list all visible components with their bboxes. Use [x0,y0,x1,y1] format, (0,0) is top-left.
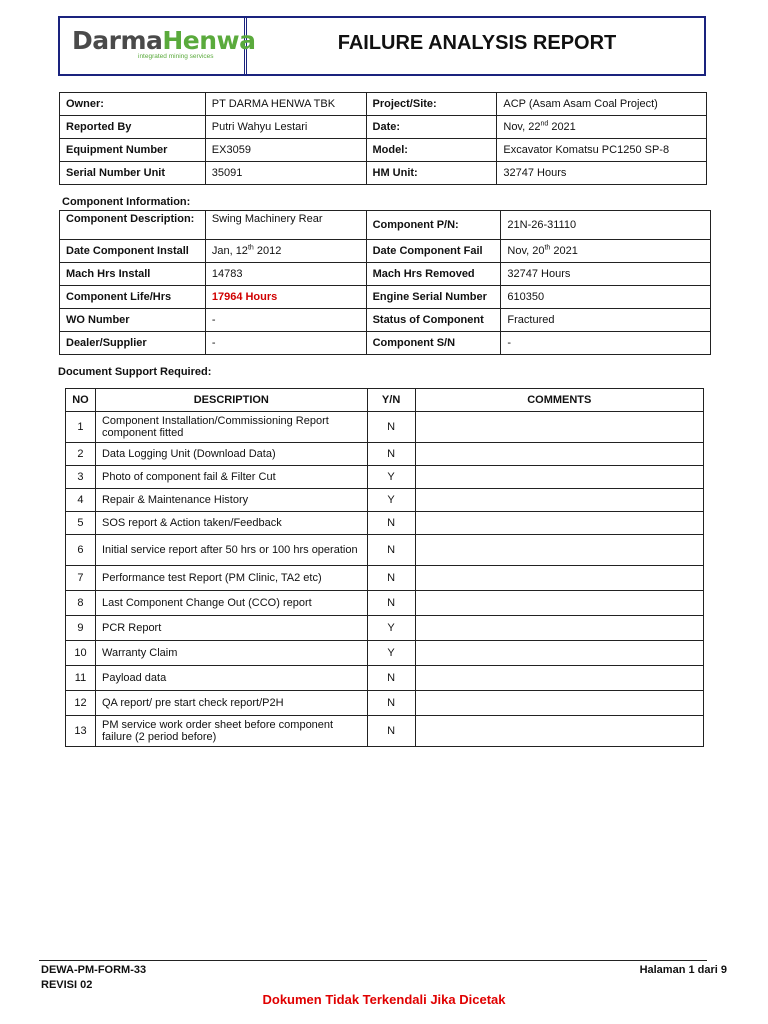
doc-row-number: 11 [66,666,96,691]
hm-unit-value: 32747 Hours [497,162,707,185]
table-row [66,466,704,489]
report-title: FAILURE ANALYSIS REPORT [337,32,617,54]
doc-row-description: QA report/ pre start check report/P2H [95,691,367,716]
table-row [66,616,704,641]
doc-row-number: 1 [66,412,96,443]
table-row [60,93,707,116]
doc-row-yn: N [367,716,415,747]
model-value: Excavator Komatsu PC1250 SP-8 [497,139,707,162]
mach-hrs-removed-label: Mach Hrs Removed [366,263,501,286]
date-install-value: Jan, 12th 2012 [205,240,366,263]
doc-row-description: Last Component Change Out (CCO) report [95,591,367,616]
doc-row-number: 5 [66,512,96,535]
company-logo [60,18,256,74]
page-number: Halaman 1 dari 9 [639,964,727,976]
form-code: DEWA-PM-FORM-33 [41,964,147,976]
owner-label: Owner: [60,93,206,116]
doc-row-description: Photo of component fail & Filter Cut [95,466,367,489]
doc-row-description: Data Logging Unit (Download Data) [95,443,367,466]
doc-row-description: SOS report & Action taken/Feedback [95,512,367,535]
doc-row-comments [415,566,703,591]
logo-wordmark: DarmaHenwa [72,26,256,55]
doc-row-yn: N [367,691,415,716]
table-row [66,591,704,616]
component-description-label: Component Description: [60,211,206,240]
doc-row-number: 6 [66,535,96,566]
table-row [60,162,707,185]
column-header-comments: COMMENTS [415,389,703,412]
doc-row-number: 8 [66,591,96,616]
doc-row-yn: N [367,412,415,443]
footer-divider [39,960,707,961]
doc-row-description: Performance test Report (PM Clinic, TA2 etc) [95,566,367,591]
date-label: Date: [366,116,497,139]
date-value: Nov, 22nd 2021 [497,116,707,139]
engine-serial-label: Engine Serial Number [366,286,501,309]
equipment-number-label: Equipment Number [60,139,206,162]
doc-row-description: PCR Report [95,616,367,641]
table-row [66,535,704,566]
doc-row-number: 12 [66,691,96,716]
doc-row-description: Initial service report after 50 hrs or 100 hrs operation [95,535,367,566]
doc-row-description: PM service work order sheet before component failure (2 period before) [95,716,367,747]
component-info-table [59,210,711,355]
table-row [60,309,711,332]
table-row [60,332,711,355]
component-life-value: 17964 Hours [205,286,366,309]
reported-by-label: Reported By [60,116,206,139]
doc-row-number: 3 [66,466,96,489]
logo-tagline: integrated mining services [138,53,214,60]
component-description-value: Swing Machinery Rear [205,211,366,240]
table-row [66,443,704,466]
table-row [60,211,711,240]
hm-unit-label: HM Unit: [366,162,497,185]
mach-hrs-removed-value: 32747 Hours [501,263,711,286]
table-row [60,263,711,286]
component-pn-value: 21N-26-31110 [501,211,711,240]
doc-row-comments [415,512,703,535]
mach-hrs-install-value: 14783 [205,263,366,286]
table-row [66,566,704,591]
table-row [60,116,707,139]
report-header [58,16,706,76]
owner-value: PT DARMA HENWA TBK [205,93,366,116]
engine-serial-value: 610350 [501,286,711,309]
doc-row-yn: N [367,535,415,566]
dealer-value: - [205,332,366,355]
doc-row-number: 2 [66,443,96,466]
dealer-label: Dealer/Supplier [60,332,206,355]
table-row [66,716,704,747]
column-header-description: DESCRIPTION [95,389,367,412]
table-row [66,489,704,512]
table-row [66,641,704,666]
doc-row-yn: N [367,591,415,616]
status-value: Fractured [501,309,711,332]
status-label: Status of Component [366,309,501,332]
table-row [60,286,711,309]
doc-row-number: 4 [66,489,96,512]
wo-number-value: - [205,309,366,332]
date-install-label: Date Component Install [60,240,206,263]
doc-row-yn: Y [367,489,415,512]
mach-hrs-install-label: Mach Hrs Install [60,263,206,286]
doc-row-comments [415,716,703,747]
serial-number-label: Serial Number Unit [60,162,206,185]
table-row [66,666,704,691]
doc-row-number: 7 [66,566,96,591]
reported-by-value: Putri Wahyu Lestari [205,116,366,139]
doc-row-number: 13 [66,716,96,747]
component-life-label: Component Life/Hrs [60,286,206,309]
doc-row-number: 9 [66,616,96,641]
documents-section-title: Document Support Required: [58,366,212,378]
project-value: ACP (Asam Asam Coal Project) [497,93,707,116]
component-sn-value: - [501,332,711,355]
doc-row-number: 10 [66,641,96,666]
document-support-table [65,388,704,747]
doc-row-yn: Y [367,466,415,489]
revision-label: REVISI 02 [41,979,93,991]
column-header-yn: Y/N [367,389,415,412]
table-row [66,512,704,535]
equipment-number-value: EX3059 [205,139,366,162]
component-pn-label: Component P/N: [366,211,501,240]
doc-row-comments [415,616,703,641]
table-row [66,691,704,716]
component-section-title: Component Information: [62,196,191,208]
doc-row-description: Payload data [95,666,367,691]
doc-row-comments [415,489,703,512]
component-sn-label: Component S/N [366,332,501,355]
doc-row-yn: N [367,512,415,535]
date-fail-label: Date Component Fail [366,240,501,263]
doc-row-description: Repair & Maintenance History [95,489,367,512]
serial-number-value: 35091 [205,162,366,185]
model-label: Model: [366,139,497,162]
doc-row-comments [415,466,703,489]
doc-row-comments [415,443,703,466]
date-fail-value: Nov, 20th 2021 [501,240,711,263]
doc-row-yn: Y [367,641,415,666]
column-header-no: NO [66,389,96,412]
project-label: Project/Site: [366,93,497,116]
table-row [60,240,711,263]
doc-row-comments [415,666,703,691]
doc-row-comments [415,412,703,443]
wo-number-label: WO Number [60,309,206,332]
doc-row-comments [415,691,703,716]
disclaimer-text: Dokumen Tidak Terkendali Jika Dicetak [262,992,506,1007]
table-header-row [66,389,704,412]
doc-row-description: Warranty Claim [95,641,367,666]
doc-row-yn: N [367,666,415,691]
doc-row-comments [415,591,703,616]
table-row [66,412,704,443]
doc-row-yn: N [367,566,415,591]
doc-row-yn: Y [367,616,415,641]
owner-info-table [59,92,707,185]
doc-row-comments [415,641,703,666]
doc-row-description: Component Installation/Commissioning Report component fitted [95,412,367,443]
doc-row-yn: N [367,443,415,466]
doc-row-comments [415,535,703,566]
table-row [60,139,707,162]
